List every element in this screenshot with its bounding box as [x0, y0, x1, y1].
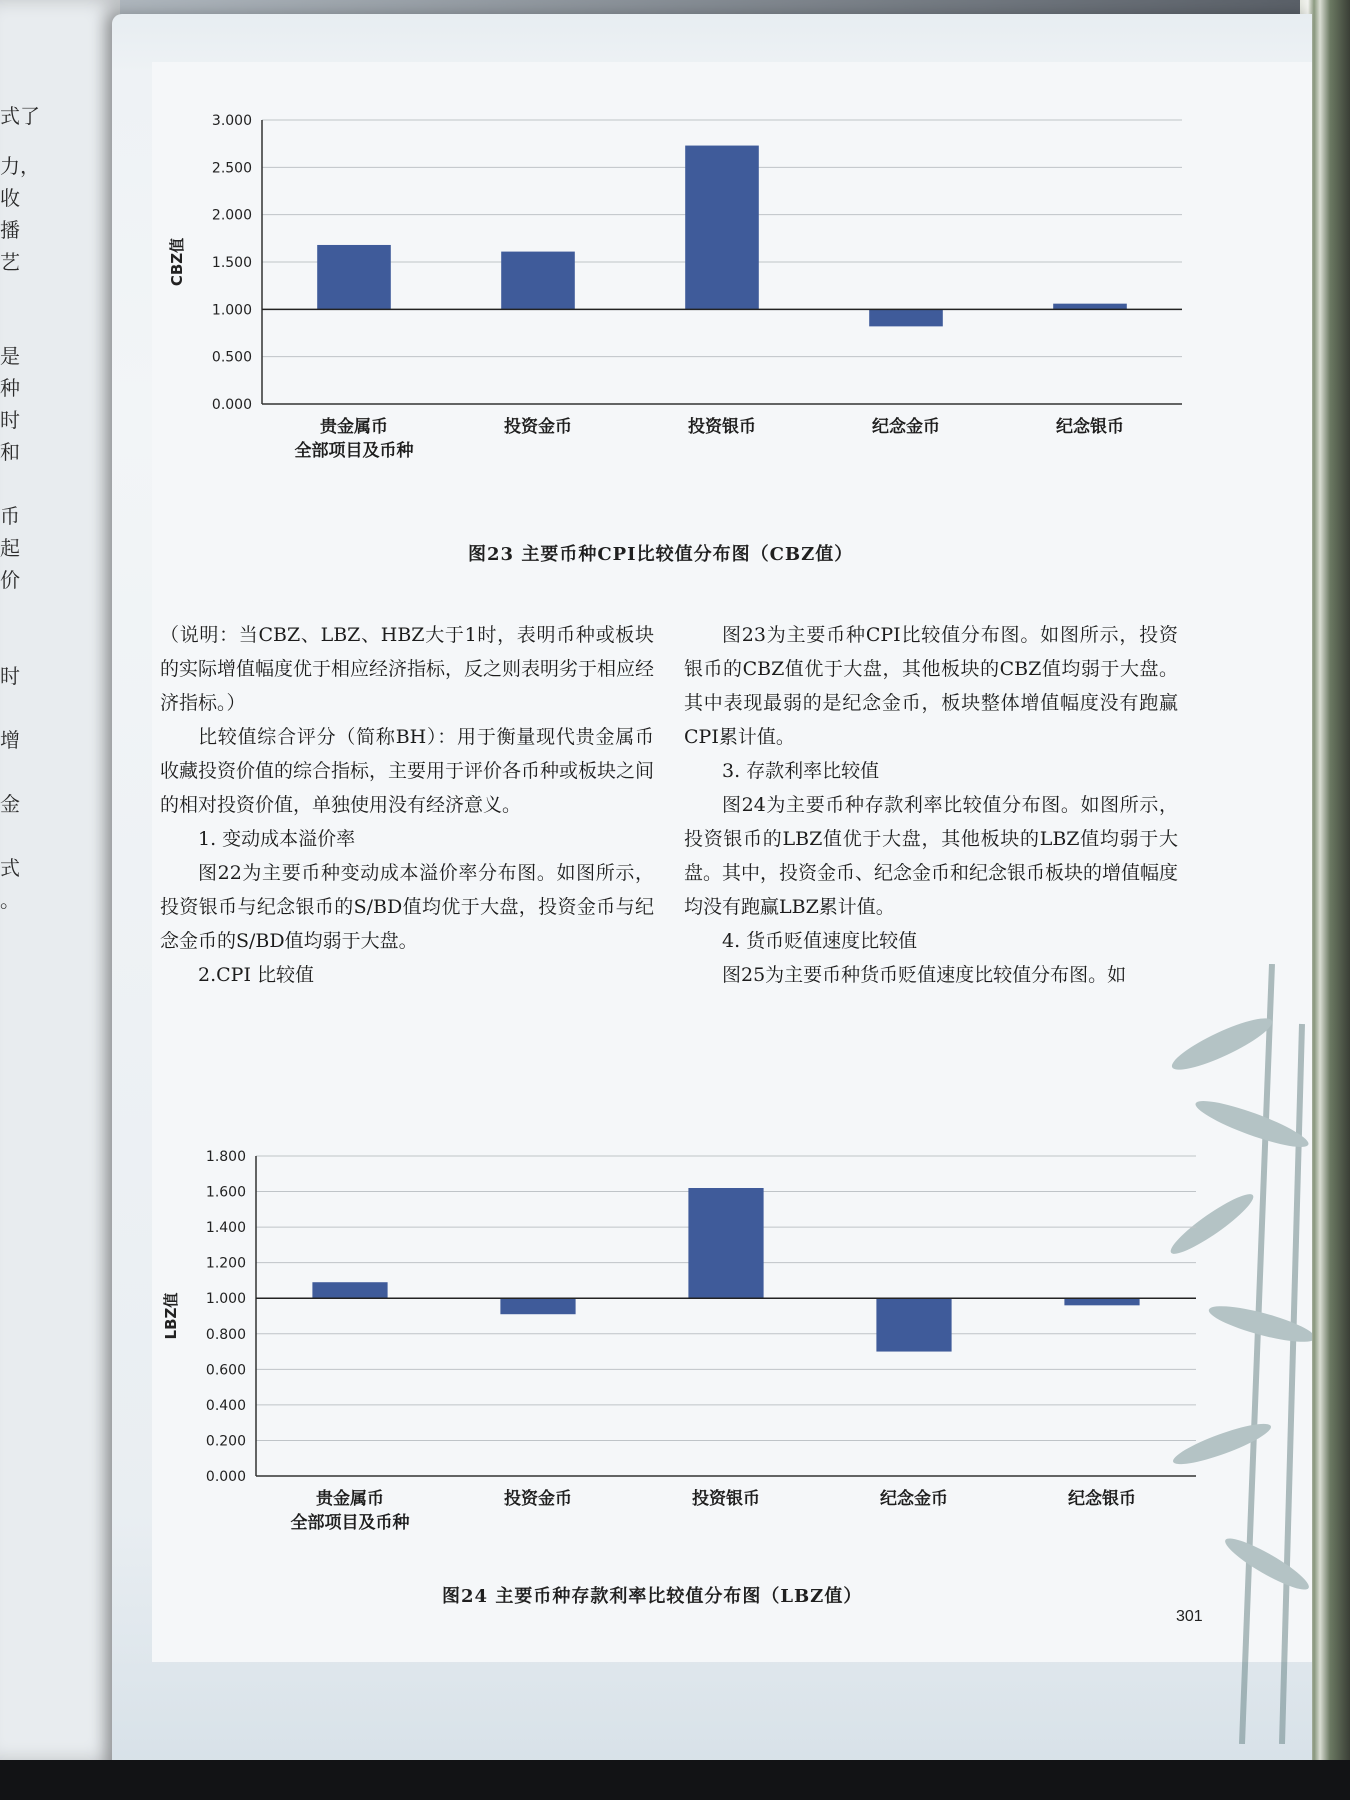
chart24-y-tick-label: 1.800 [205, 1149, 246, 1165]
chart23-y-tick-label: 0.500 [211, 349, 252, 366]
chart24-bar [500, 1298, 575, 1314]
chart24-y-tick-label: 0.200 [205, 1433, 246, 1450]
left-page-fragment: 播 [0, 218, 20, 242]
left-page-fragment: 时 [0, 408, 20, 432]
chart24-y-tick-label: 0.800 [205, 1326, 246, 1343]
left-page-fragment: 增 [0, 728, 20, 752]
chart23-bar [501, 252, 575, 310]
chart24-bar [876, 1298, 951, 1351]
chart23-y-tick-label: 0.000 [211, 397, 252, 413]
section-heading: 3. 存款利率比较值 [722, 760, 880, 782]
chart23-y-tick-label: 3.000 [211, 113, 252, 129]
paragraph: 图23为主要币种CPI比较值分布图。如图所示，投资银币的CBZ值优于大盘，其他板块的CBZ值均弱于大盘。其中表现最弱的是纪念金币，板块整体增值幅度没有跑赢CPI累计值。 [684, 624, 1178, 748]
chart23-bar [1053, 304, 1127, 310]
left-page-fragment: 价 [0, 568, 20, 592]
cbz-bar-chart [152, 84, 1252, 504]
section-heading: 4. 货币贬值速度比较值 [722, 930, 918, 952]
lbz-bar-chart [152, 1134, 1252, 1574]
chart23-bar [685, 146, 759, 310]
paragraph: （说明：当CBZ、LBZ、HBZ大于1时，表明币种或板块的实际增值幅度优于相应经济指标，反之则表明劣于相应经济指标。） [160, 624, 655, 714]
chart24-y-tick-label: 1.400 [205, 1220, 246, 1237]
chart24-y-tick-label: 1.600 [205, 1184, 246, 1201]
text-column-right [684, 618, 1178, 992]
chart23-y-tick-label: 1.500 [211, 255, 252, 271]
chart23-y-tick-label: 2.500 [211, 160, 252, 177]
chart23-bar [869, 309, 943, 326]
section-heading: 2.CPI 比较值 [198, 964, 314, 986]
chart24-x-tick-label: 投资银币 [692, 1489, 760, 1509]
book-page [112, 14, 1312, 1774]
left-page-fragment: 式了 [0, 104, 40, 128]
chart23-x-tick-label: 纪念银币 [1056, 417, 1124, 437]
section-heading: 1. 变动成本溢价率 [198, 828, 356, 850]
chart24-y-tick-label: 1.000 [205, 1291, 246, 1308]
paragraph: 比较值综合评分（简称BH）：用于衡量现代贵金属币收藏投资价值的综合指标，主要用于评价各币种或板块之间的相对投资价值，单独使用没有经济意义。 [160, 726, 655, 816]
left-page-fragment: 金 [0, 792, 20, 816]
left-page-edge [0, 0, 120, 1760]
chart24-y-tick-label: 0.000 [205, 1469, 246, 1485]
chart23-x-tick-label: 贵金属币 [320, 417, 388, 437]
left-page-fragment: 式 [0, 856, 20, 880]
chart23-x-tick-label: 全部项目及币种 [294, 441, 414, 461]
left-page-fragment: 。 [0, 888, 20, 912]
left-page-fragment: 艺 [0, 250, 20, 274]
page-number: 301 [1176, 1608, 1203, 1625]
left-page-fragment: 时 [0, 664, 20, 688]
table-surface [0, 1760, 1350, 1800]
chart24-bar [688, 1188, 763, 1298]
chart23-y-tick-label: 2.000 [211, 207, 252, 224]
paragraph: 图22为主要币种变动成本溢价率分布图。如图所示，投资银币与纪念银币的S/BD值均优于大盘，投资金币与纪念金币的S/BD值均弱于大盘。 [160, 862, 654, 952]
chart24-x-tick-label: 贵金属币 [316, 1489, 384, 1509]
chart24-y-tick-label: 0.400 [205, 1397, 246, 1414]
chart24-x-tick-label: 纪念金币 [880, 1489, 948, 1509]
chart23-bar [317, 245, 391, 309]
left-page-fragment: 币 [0, 504, 20, 528]
chart24-caption: 图24 主要币种存款利率比较值分布图（LBZ值） [442, 1586, 863, 1607]
chart23-x-tick-label: 纪念金币 [872, 417, 940, 437]
left-page-fragment: 种 [0, 376, 20, 400]
left-page-fragment: 收 [0, 186, 20, 210]
chart23-y-axis-title: CBZ值 [168, 237, 186, 287]
chart23-y-tick-label: 1.000 [211, 302, 252, 319]
left-page-fragment: 力， [0, 154, 40, 178]
text-column-left [160, 618, 654, 992]
chart24-x-tick-label: 纪念银币 [1068, 1489, 1136, 1509]
chart24-bar [312, 1282, 387, 1298]
chart24-y-tick-label: 1.200 [205, 1255, 246, 1272]
chart24-y-tick-label: 0.600 [205, 1362, 246, 1379]
paragraph: 图25为主要币种货币贬值速度比较值分布图。如 [722, 964, 1127, 986]
left-page-fragment: 是 [0, 344, 20, 368]
chart24-x-tick-label: 全部项目及币种 [290, 1513, 410, 1533]
chart23-caption: 图23 主要币种CPI比较值分布图（CBZ值） [468, 544, 854, 565]
chart23-x-tick-label: 投资金币 [504, 417, 572, 437]
left-page-fragment: 和 [0, 440, 20, 464]
chart23-x-tick-label: 投资银币 [688, 417, 756, 437]
chart24-x-tick-label: 投资金币 [504, 1489, 572, 1509]
paragraph: 图24为主要币种存款利率比较值分布图。如图所示，投资银币的LBZ值优于大盘，其他板块的LBZ值均弱于大盘。其中，投资金币、纪念金币和纪念银币板块的增值幅度均没有跑赢LBZ累计值。 [684, 794, 1179, 918]
chart24-y-axis-title: LBZ值 [162, 1292, 180, 1340]
chart24-bar [1064, 1298, 1139, 1305]
left-page-fragment: 起 [0, 536, 20, 560]
